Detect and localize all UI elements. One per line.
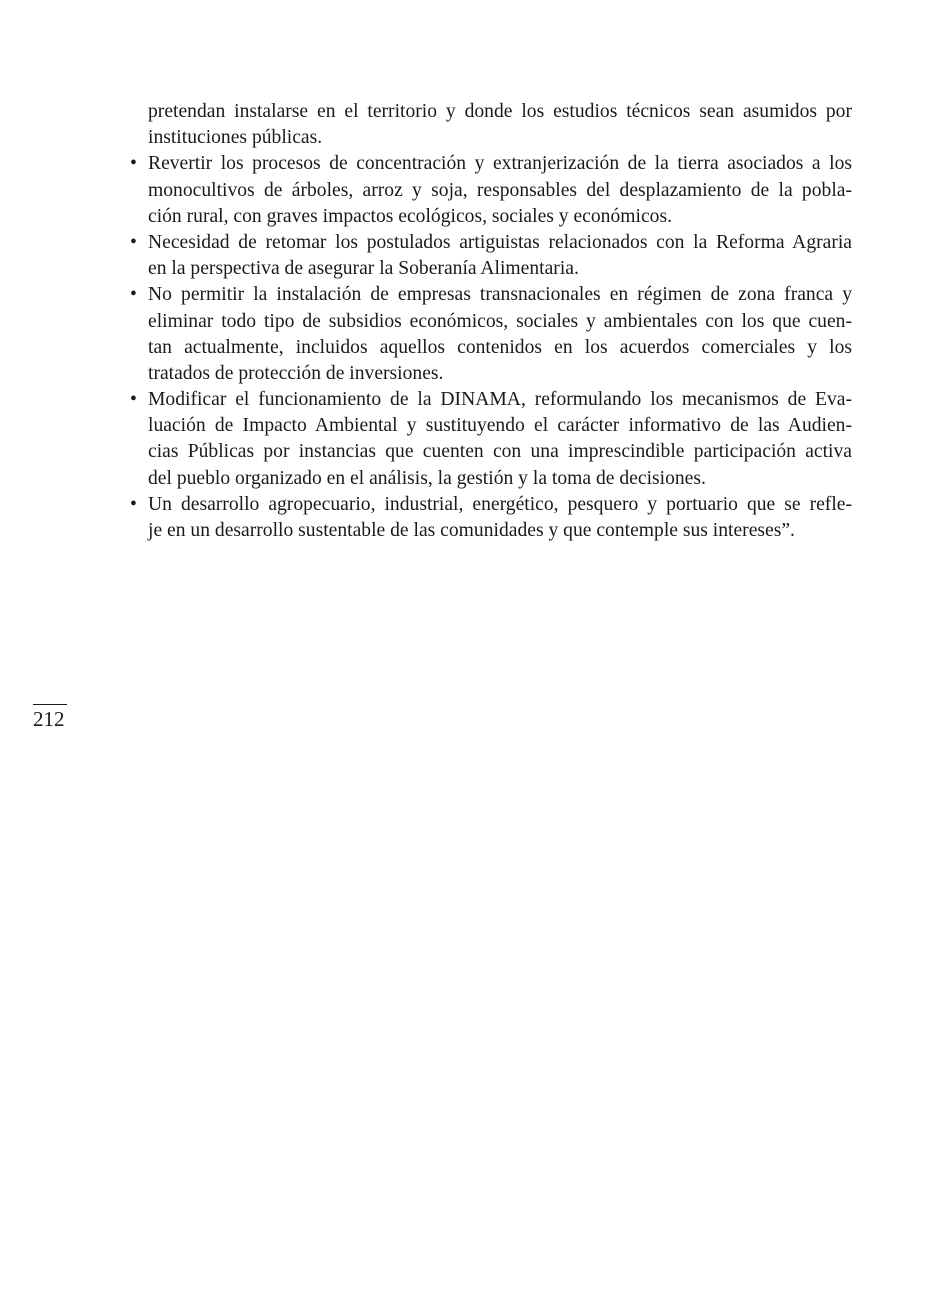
text-line: en la perspectiva de asegurar la Soberanía Alimentaria. — [148, 258, 579, 280]
page-number-rule — [33, 704, 67, 705]
bullet-icon: • — [130, 284, 137, 306]
text-line: • Revertir los procesos de concentración y extranjerización de la tierra asociados a los — [130, 151, 852, 177]
text-line: • Modificar el funcionamiento de la DINAMA, reformulando los mecanismos de Eva- — [130, 387, 852, 413]
body-text — [130, 99, 852, 544]
list-item — [130, 492, 852, 544]
text-line: • Un desarrollo agropecuario, industrial, energético, pesquero y portuario que se refle- — [130, 492, 852, 518]
text-line: tratados de protección de inversiones. — [148, 362, 444, 384]
text-line: • No permitir la instalación de empresas transnacionales en régimen de zona franca y — [130, 282, 852, 308]
text-line: • Necesidad de retomar los postulados artiguistas relacionados con la Reforma Agraria — [130, 230, 852, 256]
text-line: instituciones públicas. — [148, 127, 323, 149]
text-line: tan actualmente, incluidos aquellos contenidos en los acuerdos comerciales y los — [148, 336, 852, 358]
text-line: monocultivos de árboles, arroz y soja, responsables del desplazamiento de la pobla- — [148, 179, 852, 201]
text-line: cias Públicas por instancias que cuenten con una imprescindible participación activa — [148, 441, 852, 463]
text-line: je en un desarrollo sustentable de las comunidades y que contemple sus intereses”. — [148, 520, 795, 541]
text-line: del pueblo organizado en el análisis, la gestión y la toma de decisiones. — [148, 467, 706, 489]
bullet-icon: • — [130, 153, 137, 175]
text-line: pretendan instalarse en el territorio y donde los estudios técnicos sean asumidos por — [148, 101, 852, 122]
list-item — [130, 282, 852, 387]
bullet-icon: • — [130, 389, 137, 411]
text-line: ción rural, con graves impactos ecológicos, sociales y económicos. — [148, 205, 672, 227]
page-number: 212 — [33, 707, 65, 731]
text-line: luación de Impacto Ambiental y sustituyendo el carácter informativo de las Audien- — [148, 415, 852, 437]
bullet-icon: • — [130, 231, 137, 253]
text-line: eliminar todo tipo de subsidios económicos, sociales y ambientales con los que cuen- — [148, 310, 852, 332]
list-item — [130, 230, 852, 282]
list-item — [130, 387, 852, 492]
list-item — [130, 151, 852, 230]
bullet-icon: • — [130, 493, 137, 515]
